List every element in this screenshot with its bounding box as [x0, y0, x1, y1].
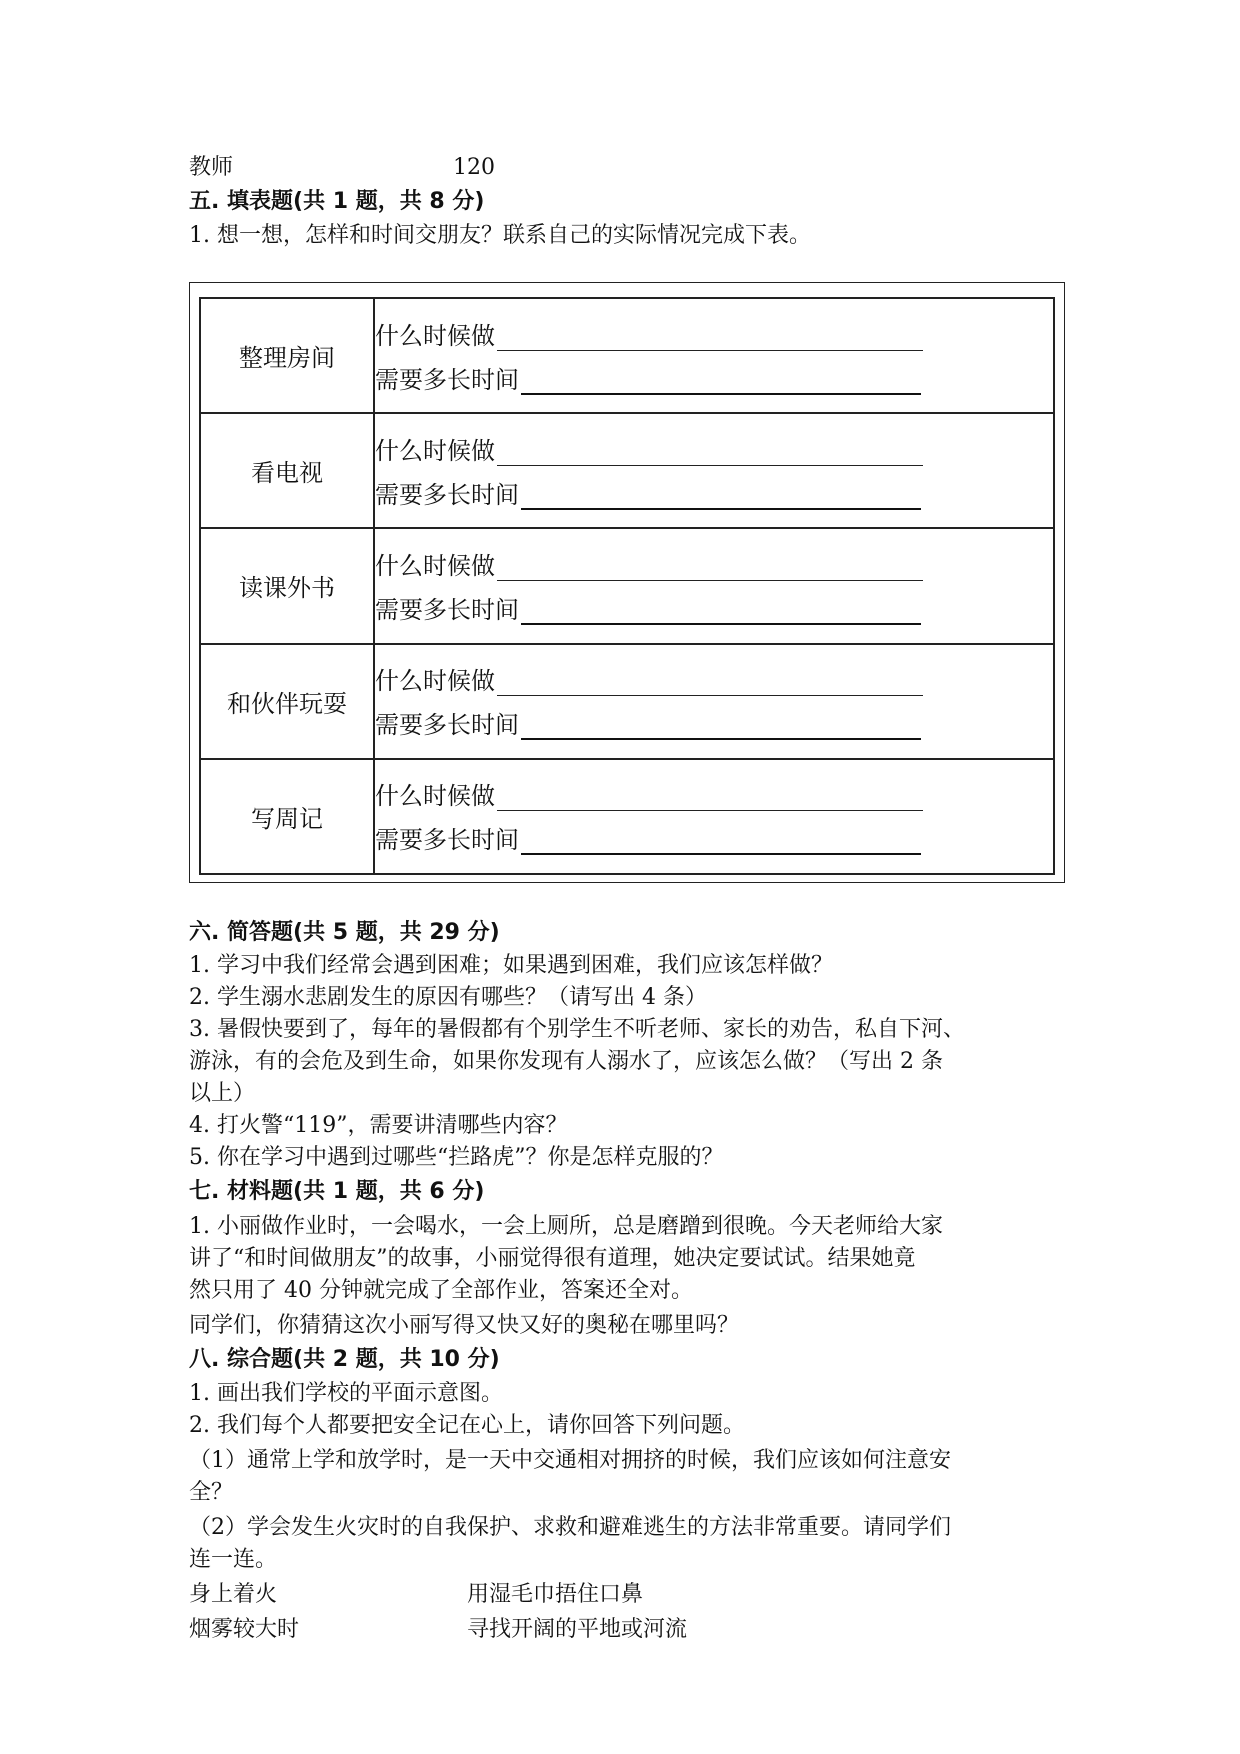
section5-heading: 五. 填表题(共 1 题，共 8 分)	[189, 189, 485, 214]
section5-question: 1. 想一想，怎样和时间交朋友？联系自己的实际情况完成下表。	[189, 223, 811, 248]
section8-p2-line2: 连一连。	[189, 1547, 278, 1572]
section6-q1: 1. 学习中我们经常会遇到困难；如果遇到困难，我们应该怎样做？	[189, 953, 833, 978]
when-blank[interactable]	[497, 464, 923, 466]
howlong-label: 需要多长时间	[375, 480, 519, 509]
howlong-blank[interactable]	[521, 737, 921, 740]
howlong-label: 需要多长时间	[375, 826, 519, 855]
section8-q1: 1. 画出我们学校的平面示意图。	[189, 1381, 503, 1406]
section7-line3: 然只用了 40 分钟就完成了全部作业，答案还全对。	[189, 1278, 693, 1303]
match-right: 寻找开阔的平地或河流	[467, 1617, 688, 1642]
section7-heading: 七. 材料题(共 1 题，共 6 分)	[189, 1179, 485, 1204]
howlong-line[interactable]	[375, 821, 1053, 855]
match-right: 用湿毛巾捂住口鼻	[467, 1582, 644, 1607]
section6-q3-line2: 游泳，有的会危及到生命，如果你发现有人溺水了，应该怎么做？（写出 2 条	[189, 1049, 943, 1074]
when-blank[interactable]	[497, 349, 923, 351]
when-line[interactable]	[375, 547, 1053, 581]
when-line[interactable]	[375, 777, 1053, 811]
section6-q3-line3: 以上）	[189, 1081, 256, 1106]
section8-p1-line1: （1）通常上学和放学时，是一天中交通相对拥挤的时候，我们应该如何注意安	[189, 1448, 951, 1473]
section7-line2: 讲了“和时间做朋友”的故事，小丽觉得很有道理，她决定要试试。结果她竟	[189, 1246, 916, 1271]
activity-cell: 和伙伴玩耍	[200, 644, 374, 759]
when-label: 什么时候做	[375, 782, 495, 811]
when-label: 什么时候做	[375, 667, 495, 696]
section8-p2-line1: （2）学会发生火灾时的自我保护、求救和避难逃生的方法非常重要。请同学们	[189, 1515, 951, 1540]
activity-cell: 写周记	[200, 759, 374, 874]
carry-over-row	[189, 153, 495, 183]
match-left: 身上着火	[189, 1582, 278, 1607]
section7-line1: 1. 小丽做作业时，一会喝水，一会上厕所，总是磨蹭到很晚。今天老师给大家	[189, 1214, 943, 1239]
match-row	[189, 1580, 644, 1610]
section7-line4: 同学们，你猜猜这次小丽写得又快又好的奥秘在哪里吗？	[189, 1313, 740, 1338]
activity-cell: 读课外书	[200, 528, 374, 643]
howlong-label: 需要多长时间	[375, 365, 519, 394]
howlong-label: 需要多长时间	[375, 711, 519, 740]
section6-heading: 六. 简答题(共 5 题，共 29 分)	[189, 920, 500, 945]
section8-p1-line2: 全？	[189, 1480, 234, 1505]
howlong-blank[interactable]	[521, 392, 921, 395]
howlong-line[interactable]	[375, 591, 1053, 625]
table-row	[200, 413, 1054, 528]
table-row	[200, 298, 1054, 413]
when-blank[interactable]	[497, 809, 923, 811]
howlong-blank[interactable]	[521, 507, 921, 510]
table-row	[200, 528, 1054, 643]
when-blank[interactable]	[497, 579, 923, 581]
when-line[interactable]	[375, 432, 1053, 466]
match-row	[189, 1615, 688, 1645]
howlong-line[interactable]	[375, 361, 1053, 395]
activity-cell: 看电视	[200, 413, 374, 528]
howlong-blank[interactable]	[521, 852, 921, 855]
table-row	[200, 759, 1054, 874]
when-label: 什么时候做	[375, 436, 495, 465]
section8-q2: 2. 我们每个人都要把安全记在心上，请你回答下列问题。	[189, 1413, 745, 1438]
carry-over-left: 教师	[189, 155, 234, 180]
section6-q2: 2. 学生溺水悲剧发生的原因有哪些？（请写出 4 条）	[189, 985, 707, 1010]
when-line[interactable]	[375, 317, 1053, 351]
carry-over-right: 120	[453, 155, 495, 180]
section6-q5: 5. 你在学习中遇到过哪些“拦路虎”？你是怎样克服的？	[189, 1145, 724, 1170]
table-row	[200, 644, 1054, 759]
time-plan-table	[199, 297, 1055, 875]
activity-cell: 整理房间	[200, 298, 374, 413]
section8-heading: 八. 综合题(共 2 题，共 10 分)	[189, 1347, 500, 1372]
when-line[interactable]	[375, 662, 1053, 696]
howlong-label: 需要多长时间	[375, 595, 519, 624]
when-label: 什么时候做	[375, 551, 495, 580]
when-blank[interactable]	[497, 694, 923, 696]
match-left: 烟雾较大时	[189, 1617, 300, 1642]
howlong-blank[interactable]	[521, 622, 921, 625]
when-label: 什么时候做	[375, 321, 495, 350]
howlong-line[interactable]	[375, 706, 1053, 740]
section6-q4: 4. 打火警“119”，需要讲清哪些内容？	[189, 1113, 568, 1138]
section6-q3-line1: 3. 暑假快要到了，每年的暑假都有个别学生不听老师、家长的劝告，私自下河、	[189, 1017, 965, 1042]
howlong-line[interactable]	[375, 476, 1053, 510]
